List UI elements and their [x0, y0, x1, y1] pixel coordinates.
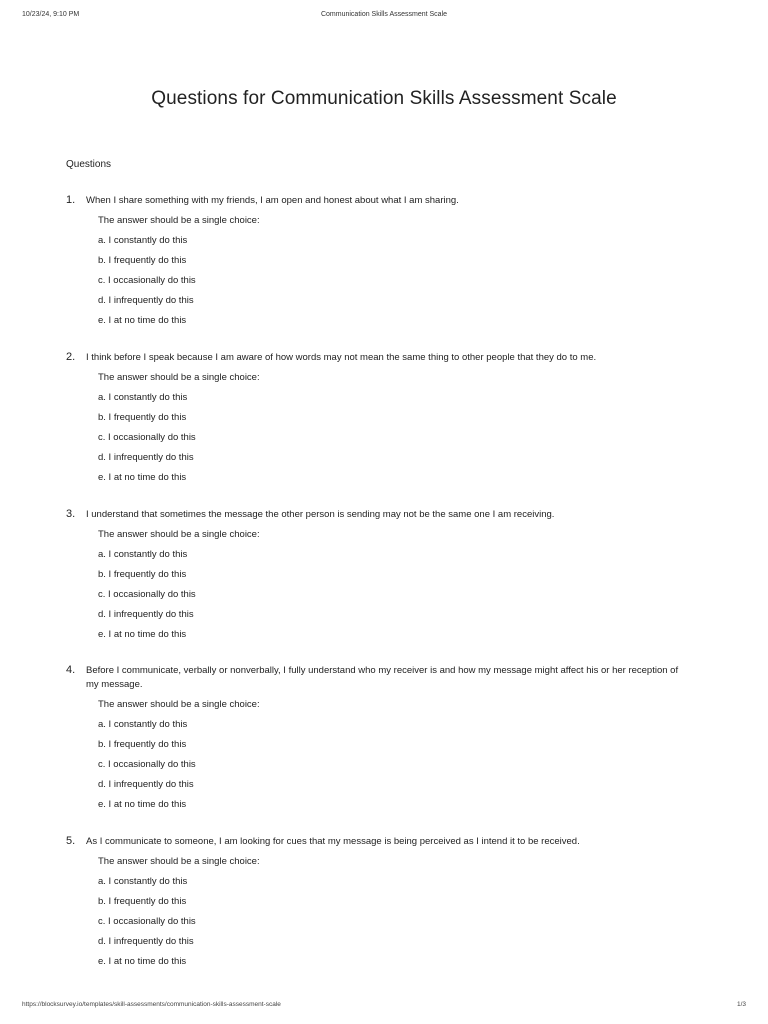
print-footer-url: https://blocksurvey.io/templates/skill-assessments/communication-skills-assessment-scale [22, 1001, 281, 1008]
option-e[interactable]: e. I at no time do this [98, 629, 187, 640]
option-d[interactable]: d. I infrequently do this [98, 295, 194, 306]
question-text: Before I communicate, verbally or nonverbally, I fully understand who my receiver is and how my message might affect his or her reception of my message. [86, 665, 679, 690]
question-1 [66, 194, 706, 334]
option-d[interactable]: d. I infrequently do this [98, 452, 194, 463]
question-number: 5. [66, 835, 76, 847]
print-datetime: 10/23/24, 9:10 PM [22, 11, 80, 18]
option-b[interactable]: b. I frequently do this [98, 739, 187, 750]
option-e[interactable]: e. I at no time do this [98, 472, 187, 483]
option-b[interactable]: b. I frequently do this [98, 412, 187, 423]
option-d[interactable]: d. I infrequently do this [98, 609, 194, 620]
option-c[interactable]: c. I occasionally do this [98, 916, 196, 927]
question-2 [66, 351, 706, 491]
question-number: 3. [66, 508, 76, 520]
answer-instruction: The answer should be a single choice: [98, 372, 260, 383]
question-number: 1. [66, 194, 76, 206]
option-c[interactable]: c. I occasionally do this [98, 589, 196, 600]
option-c[interactable]: c. I occasionally do this [98, 275, 196, 286]
page-number: 1/3 [736, 1001, 746, 1008]
option-b[interactable]: b. I frequently do this [98, 255, 187, 266]
section-label: Questions [66, 159, 112, 170]
answer-instruction: The answer should be a single choice: [98, 856, 260, 867]
option-e[interactable]: e. I at no time do this [98, 956, 187, 967]
question-number: 2. [66, 351, 76, 363]
page-title: Questions for Communication Skills Assessment Scale [151, 88, 617, 109]
question-text: I understand that sometimes the message the other person is sending may not be the same one I am receiving. [86, 509, 555, 520]
option-b[interactable]: b. I frequently do this [98, 569, 187, 580]
print-doc-title: Communication Skills Assessment Scale [320, 11, 448, 18]
question-text: I think before I speak because I am aware of how words may not mean the same thing to other people that they do to me. [86, 352, 597, 363]
option-e[interactable]: e. I at no time do this [98, 799, 187, 810]
question-text: As I communicate to someone, I am looking for cues that my message is being perceived as I intend it to be received. [86, 836, 580, 847]
option-e[interactable]: e. I at no time do this [98, 315, 187, 326]
question-3 [66, 508, 706, 648]
option-a[interactable]: a. I constantly do this [98, 235, 188, 246]
option-a[interactable]: a. I constantly do this [98, 392, 188, 403]
option-b[interactable]: b. I frequently do this [98, 896, 187, 907]
answer-instruction: The answer should be a single choice: [98, 529, 260, 540]
question-5 [66, 835, 706, 975]
option-a[interactable]: a. I constantly do this [98, 719, 188, 730]
question-text: When I share something with my friends, I am open and honest about what I am sharing. [86, 195, 459, 206]
answer-instruction: The answer should be a single choice: [98, 215, 260, 226]
option-c[interactable]: c. I occasionally do this [98, 432, 196, 443]
question-number: 4. [66, 664, 76, 676]
option-a[interactable]: a. I constantly do this [98, 876, 188, 887]
question-4 [66, 664, 706, 818]
option-a[interactable]: a. I constantly do this [98, 549, 188, 560]
option-d[interactable]: d. I infrequently do this [98, 936, 194, 947]
answer-instruction: The answer should be a single choice: [98, 699, 260, 710]
option-c[interactable]: c. I occasionally do this [98, 759, 196, 770]
option-d[interactable]: d. I infrequently do this [98, 779, 194, 790]
